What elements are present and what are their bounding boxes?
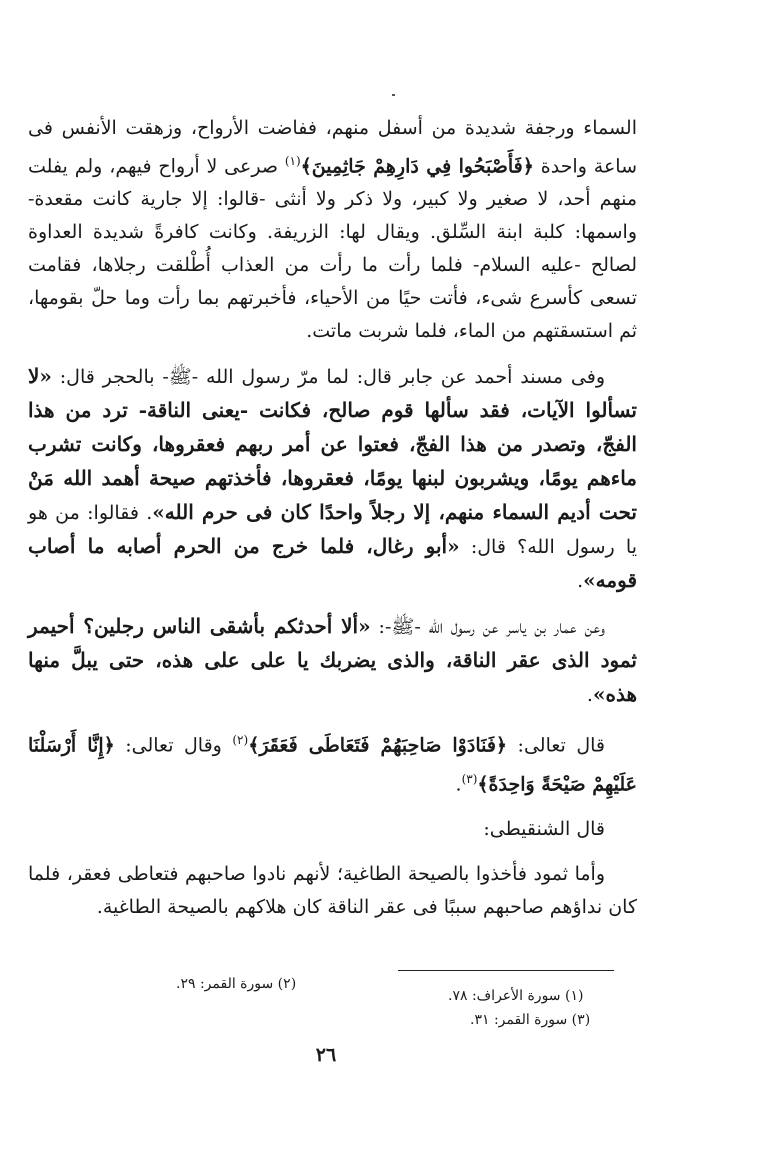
text-run: وقال تعالى: <box>114 734 233 757</box>
section-heading: قال الشنقيطى: <box>483 817 605 840</box>
paragraph-musnad-ahmad <box>28 360 637 598</box>
paragraph-ammar-hadith <box>28 610 637 712</box>
text-run: . <box>586 684 593 707</box>
hadith-quote: «ألا أحدثكم بأشقى الناس رجلين؟ أحيمر ثمود الذى عقر الناقة، والذى يضربك يا على على هذه، حتى يبلَّ منها هذه» <box>28 614 637 707</box>
text-run: وعن عمار بن ياسر عن رسول الله -ﷺ-: <box>370 616 605 639</box>
text-run: صرعى لا أرواح فيهم، ولم يفلت منهم أحد، لا صغير ولا كبير، ولا ذكر ولا أنثى -قالوا: إلا جارية كانت مقعدة- واسمها: كلبة ابنة السِّلق. ويقال لها: الزريفة. وكانت كافرةً شديدة العداوة لصالح -عليه السلام- فلما رأت ما رأت من العذاب أُطْلقت رجلاها، فقامت تسعى كأسرع شىء، فأتت حيًا من الأحياء، فأخبرتهم بما رأت وما حلّ بقومها، ثم استسقتهم من الماء، فلما شربت ماتت. <box>28 155 637 343</box>
main-text <box>28 112 637 924</box>
text-run: السماء ورجفة شديدة من أسفل منهم، ففاضت الأرواح، وزهقت الأنفس فى ساعة واحدة <box>28 117 637 178</box>
page-number: ٢٦ <box>315 1044 337 1066</box>
text-run: . فقالوا: من هو يا رسول الله؟ قال: <box>28 502 637 559</box>
hadith-quote: «أبو رغال، فلما خرج من الحرم أصابه ما أصاب قومه» <box>28 534 637 593</box>
footnote-divider <box>398 970 614 971</box>
quran-verse: ﴿إِنَّا أَرْسَلْنَا عَلَيْهِمْ صَيْحَةً وَاحِدَةً﴾ <box>28 734 637 795</box>
quran-verse: ﴿فَنَادَوْا صَاحِبَهُمْ فَتَعَاطَى فَعَقَرَ﴾ <box>248 734 508 757</box>
footnote-1: (١) سورة الأعراف: ٧٨. <box>448 988 584 1004</box>
text-run: . <box>577 570 584 593</box>
paragraph-quran-verses <box>28 724 637 801</box>
print-speck <box>392 94 395 96</box>
hadith-quote: «لا تسألوا الآيات، فقد سألها قوم صالح، فكانت -يعنى الناقة- ترد من هذا الفجّ، وتصدر من هذا الفجّ، فعتوا عن أمر ربهم فعقروها، وكانت تشرب ماءهم يومًا، ويشربون لبنها يومًا، فعقروها، فأخذتهم صيحة أهمد الله مَنْ تحت أديم السماء منهم، إلا رجلاً واحدًا كان فى حرم الله» <box>28 364 637 525</box>
text-run: وفى مسند أحمد عن جابر قال: لما مرّ رسول الله -ﷺ- بالحجر قال: <box>51 366 605 389</box>
footnote-2: (٢) سورة القمر: ٢٩. <box>176 976 297 992</box>
quran-verse: ﴿فَأَصْبَحُوا فِي دَارِهِمْ جَاثِمِينَ﴾ <box>300 155 534 178</box>
footnote-ref: (٢) <box>232 733 249 748</box>
paragraph-shanqiti: وأما ثمود فأخذوا بالصيحة الطاغية؛ لأنهم نادوا صاحبهم فتعاطى فعقر، فلما كان نداؤهم صاحبهم سببًا فى عقر الناقة كان هلاكهم بالصيحة الطاغية. <box>28 862 637 918</box>
text-run: . <box>455 772 462 795</box>
footnote-3: (٣) سورة القمر: ٣١. <box>470 1012 591 1028</box>
text-run: قال تعالى: <box>507 734 605 757</box>
footnote-ref: (٣) <box>461 771 478 786</box>
footnote-ref: (١) <box>284 154 301 168</box>
paragraph-thamud-destruction <box>28 112 637 348</box>
